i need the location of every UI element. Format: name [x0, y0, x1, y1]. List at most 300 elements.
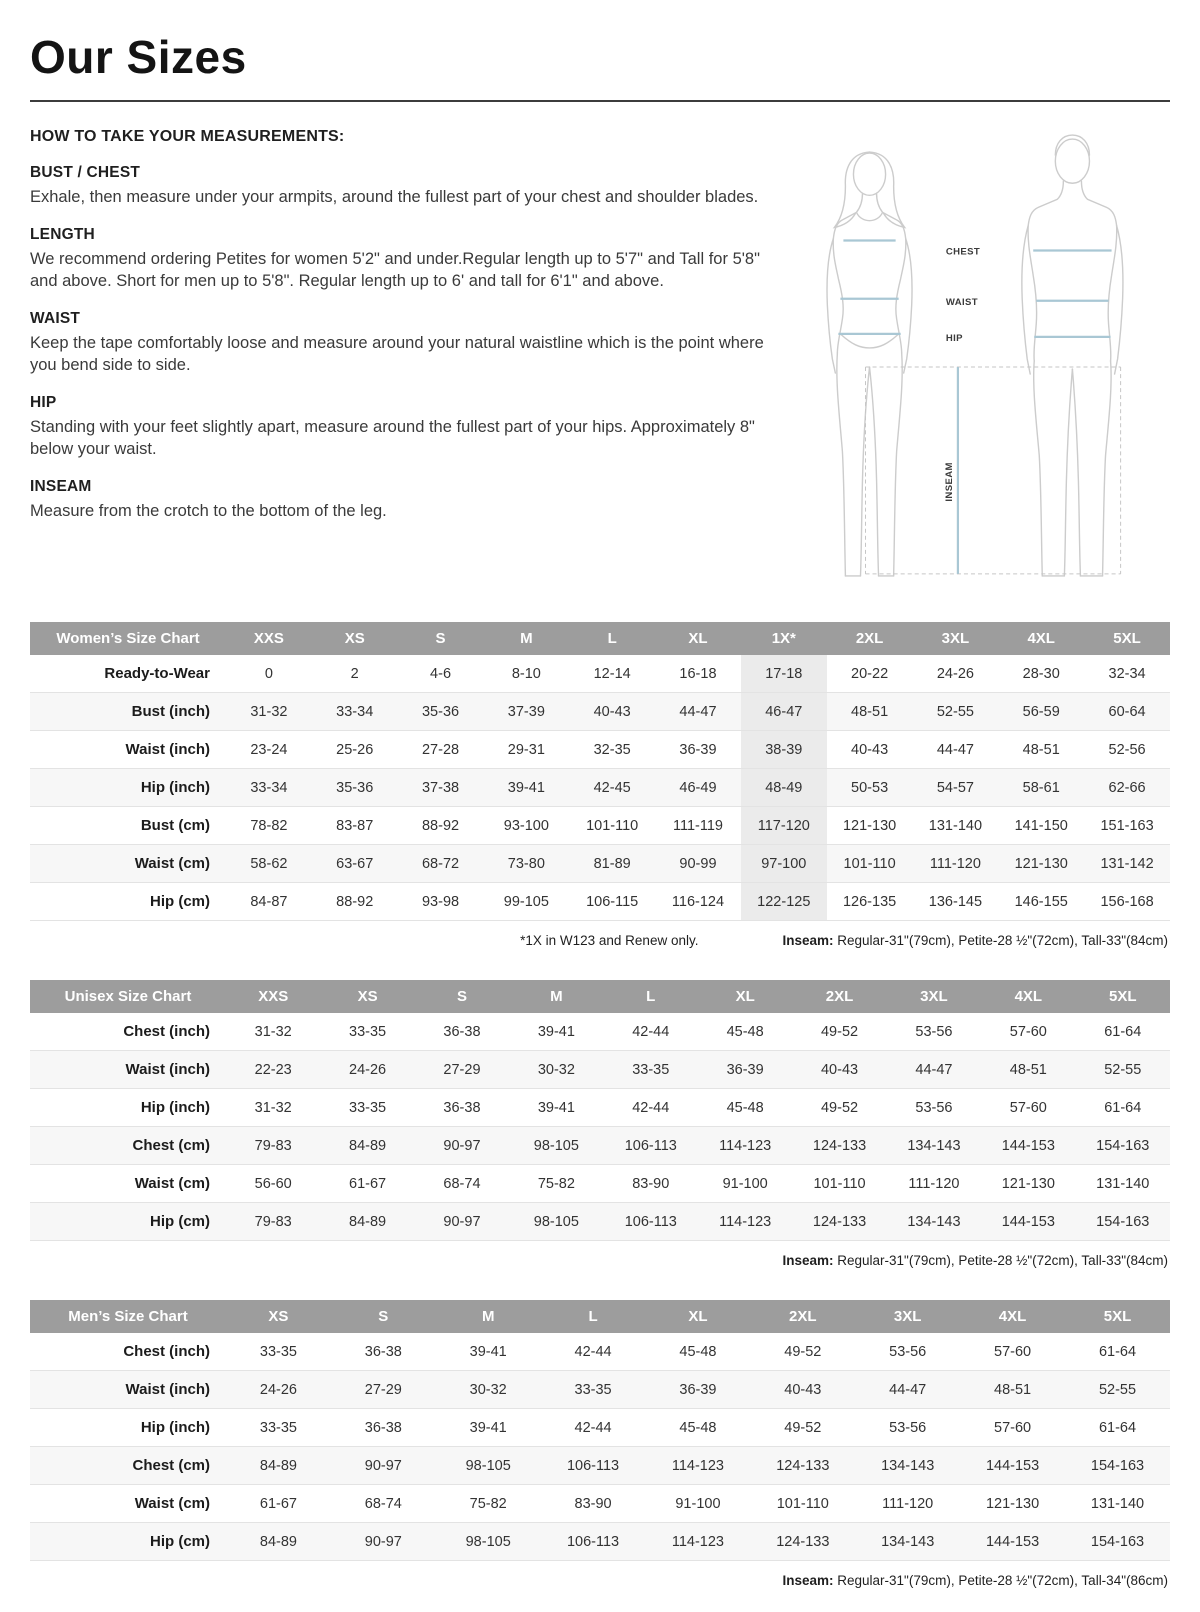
- table-row: [30, 1051, 1170, 1089]
- section-body: Standing with your feet slightly apart, measure around the fullest part of your hips. Approximately 8" below your waist.: [30, 417, 755, 458]
- row-label: Chest (inch): [123, 1343, 210, 1360]
- size-value: 111-120: [908, 1175, 960, 1192]
- size-value: 90-97: [364, 1533, 402, 1550]
- size-value: 114-123: [719, 1137, 772, 1154]
- table-title: Women’s Size Chart: [30, 622, 226, 655]
- male-figure: [1022, 135, 1123, 576]
- size-value: 136-145: [928, 893, 983, 910]
- size-value: 24-26: [349, 1061, 387, 1078]
- size-value: 44-47: [936, 741, 974, 758]
- size-value: 144-153: [1001, 1137, 1055, 1154]
- size-value: 91-100: [722, 1175, 768, 1192]
- size-column-header: 1X*: [741, 622, 827, 655]
- size-value: 121-130: [985, 1495, 1040, 1512]
- size-value: 39-41: [537, 1099, 575, 1116]
- size-column-header: L: [569, 622, 655, 655]
- table-row: [30, 1485, 1170, 1523]
- section-body: We recommend ordering Petites for women 5'2" and under.Regular length up to 5'7" and Tall for 5'8" and above. Short for men up to 5'8". Regular length up to 6' and tall for 6'1" and above.: [30, 249, 760, 290]
- size-value: 45-48: [679, 1343, 717, 1360]
- measurement-instructions: [30, 126, 772, 590]
- size-value: 91-100: [675, 1495, 721, 1512]
- size-value: 68-74: [364, 1495, 402, 1512]
- table-row: [30, 807, 1170, 845]
- size-value: 57-60: [1009, 1023, 1047, 1040]
- size-value: 144-153: [985, 1457, 1040, 1474]
- hip-label: HIP: [945, 332, 963, 344]
- size-value: 60-64: [1108, 703, 1146, 720]
- size-value: 56-60: [254, 1175, 292, 1192]
- size-value: 61-64: [1104, 1023, 1142, 1040]
- mens-size-chart: [30, 1300, 1170, 1588]
- size-table: [30, 980, 1170, 1241]
- size-value: 124-133: [812, 1137, 867, 1154]
- inseam-note: Inseam: Regular-31"(79cm), Petite-28 ½"(72cm), Tall-33"(84cm): [782, 933, 1168, 948]
- size-value: 73-80: [507, 855, 545, 872]
- size-value: 68-72: [421, 855, 460, 872]
- size-column-header: L: [604, 980, 698, 1013]
- size-value: 36-39: [726, 1061, 764, 1078]
- size-value: 36-39: [679, 1381, 717, 1398]
- size-value: 36-38: [364, 1343, 402, 1360]
- size-value: 88-92: [336, 893, 374, 910]
- section-bust-chest: [30, 164, 772, 209]
- size-value: 78-82: [250, 817, 288, 834]
- size-value: 134-143: [907, 1137, 961, 1154]
- size-value: 156-168: [1100, 893, 1154, 910]
- inseam-note: Inseam: Regular-31"(79cm), Petite-28 ½"(72cm), Tall-33"(84cm): [782, 1253, 1168, 1268]
- size-value: 90-97: [443, 1137, 481, 1154]
- size-value: 93-100: [503, 817, 549, 834]
- size-column-header: 5XL: [1076, 980, 1170, 1013]
- size-value: 52-55: [936, 703, 974, 720]
- row-label: Chest (cm): [132, 1137, 210, 1154]
- waist-label: WAIST: [945, 296, 979, 308]
- section-inseam: [30, 478, 772, 523]
- size-value: 84-87: [250, 893, 288, 910]
- size-value: 33-35: [349, 1023, 387, 1040]
- size-value: 131-140: [1090, 1495, 1145, 1512]
- size-value: 98-105: [533, 1213, 579, 1230]
- size-value: 22-23: [254, 1061, 292, 1078]
- size-value: 27-29: [443, 1061, 481, 1078]
- section-title: INSEAM: [30, 477, 92, 495]
- size-value: 29-31: [507, 741, 545, 758]
- size-value: 126-135: [842, 893, 897, 910]
- size-column-header: M: [509, 980, 603, 1013]
- size-value: 61-67: [259, 1495, 297, 1512]
- section-body: Measure from the crotch to the bottom of the leg.: [30, 501, 387, 520]
- size-value: 33-34: [250, 779, 288, 796]
- size-column-header: 2XL: [792, 980, 886, 1013]
- table-row: [30, 655, 1170, 693]
- table-notes: [30, 1241, 1170, 1268]
- inseam-label: INSEAM: [943, 462, 955, 502]
- table-row: [30, 1203, 1170, 1241]
- size-value: 8-10: [511, 665, 541, 682]
- section-title: WAIST: [30, 309, 81, 327]
- header-row: [30, 622, 1170, 655]
- size-tables: [30, 622, 1170, 1588]
- size-value: 48-51: [851, 703, 889, 720]
- size-value: 53-56: [889, 1343, 927, 1360]
- section-length: [30, 226, 772, 293]
- size-value: 39-41: [507, 779, 545, 796]
- size-value: 84-89: [259, 1533, 297, 1550]
- size-value: 36-39: [679, 741, 717, 758]
- size-value: 106-113: [624, 1213, 677, 1230]
- size-column-header: 3XL: [913, 622, 999, 655]
- size-value: 97-100: [741, 845, 827, 883]
- size-column-header: XL: [655, 622, 741, 655]
- size-column-header: XXS: [226, 980, 320, 1013]
- size-column-header: 3XL: [855, 1300, 960, 1333]
- size-value: 146-155: [1014, 893, 1068, 910]
- size-value: 39-41: [469, 1343, 507, 1360]
- row-label: Bust (inch): [131, 703, 210, 720]
- size-value: 49-52: [784, 1343, 822, 1360]
- size-value: 121-130: [1001, 1175, 1055, 1192]
- size-column-header: S: [415, 980, 509, 1013]
- size-value: 134-143: [907, 1213, 961, 1230]
- table-row: [30, 883, 1170, 921]
- size-value: 101-110: [843, 855, 896, 872]
- size-column-header: M: [436, 1300, 541, 1333]
- size-value: 131-142: [1100, 855, 1154, 872]
- size-value: 57-60: [994, 1343, 1032, 1360]
- size-value: 24-26: [936, 665, 974, 682]
- row-label: Hip (cm): [150, 893, 210, 910]
- size-value: 62-66: [1108, 779, 1146, 796]
- row-label: Hip (inch): [140, 1099, 210, 1116]
- table-row: [30, 1089, 1170, 1127]
- size-value: 134-143: [881, 1457, 935, 1474]
- row-label: Waist (inch): [125, 741, 210, 758]
- size-value: 101-110: [586, 817, 639, 834]
- inseam-note: Inseam: Regular-31"(79cm), Petite-28 ½"(72cm), Tall-34"(86cm): [782, 1573, 1168, 1588]
- size-column-header: 3XL: [887, 980, 981, 1013]
- size-value: 39-41: [469, 1419, 507, 1436]
- size-value: 53-56: [889, 1419, 927, 1436]
- size-value: 124-133: [812, 1213, 867, 1230]
- size-value: 106-113: [566, 1533, 620, 1550]
- size-value: 121-130: [1014, 855, 1068, 872]
- chest-label: CHEST: [945, 246, 981, 258]
- size-value: 12-14: [593, 665, 631, 682]
- size-value: 68-74: [443, 1175, 481, 1192]
- table-row: [30, 1013, 1170, 1051]
- size-value: 27-29: [364, 1381, 402, 1398]
- footnote-1x: *1X in W123 and Renew only.: [520, 933, 699, 948]
- size-value: 61-64: [1098, 1419, 1137, 1436]
- size-value: 61-67: [349, 1175, 387, 1192]
- size-value: 40-43: [784, 1381, 822, 1398]
- row-label: Chest (cm): [132, 1457, 210, 1474]
- table-row: [30, 693, 1170, 731]
- size-value: 111-120: [929, 855, 981, 872]
- size-value: 61-64: [1098, 1343, 1137, 1360]
- size-value: 75-82: [537, 1175, 575, 1192]
- size-value: 27-28: [421, 741, 460, 758]
- table-row: [30, 1333, 1170, 1371]
- inseam-guides: [866, 367, 1121, 574]
- how-to-heading: HOW TO TAKE YOUR MEASUREMENTS:: [30, 128, 345, 145]
- size-value: 81-89: [593, 855, 631, 872]
- size-value: 28-30: [1022, 665, 1060, 682]
- table-notes: [30, 921, 1170, 948]
- size-column-header: 5XL: [1084, 622, 1170, 655]
- size-value: 131-140: [1096, 1175, 1150, 1192]
- size-value: 84-89: [349, 1137, 387, 1154]
- size-value: 0: [264, 665, 273, 682]
- size-value: 33-35: [259, 1419, 297, 1436]
- size-value: 48-51: [1009, 1061, 1047, 1078]
- size-value: 30-32: [537, 1061, 575, 1078]
- size-value: 31-32: [250, 703, 288, 720]
- size-column-header: 2XL: [750, 1300, 855, 1333]
- row-label: Hip (inch): [140, 1419, 210, 1436]
- size-value: 101-110: [776, 1495, 829, 1512]
- size-column-header: XS: [320, 980, 414, 1013]
- size-value: 24-26: [259, 1381, 297, 1398]
- size-column-header: 5XL: [1065, 1300, 1170, 1333]
- size-value: 33-35: [259, 1343, 297, 1360]
- size-value: 44-47: [915, 1061, 953, 1078]
- size-value: 58-62: [250, 855, 288, 872]
- size-value: 54-57: [936, 779, 974, 796]
- size-value: 37-38: [421, 779, 460, 796]
- row-label: Waist (cm): [134, 855, 210, 872]
- female-figure: [827, 152, 912, 576]
- size-value: 49-52: [820, 1023, 859, 1040]
- section-title: LENGTH: [30, 225, 95, 243]
- size-value: 40-43: [820, 1061, 859, 1078]
- table-row: [30, 845, 1170, 883]
- size-value: 36-38: [364, 1419, 402, 1436]
- size-value: 36-38: [443, 1023, 481, 1040]
- size-value: 98-105: [465, 1457, 511, 1474]
- size-value: 63-67: [336, 855, 374, 872]
- table-row: [30, 1371, 1170, 1409]
- size-value: 25-26: [336, 741, 374, 758]
- size-value: 106-113: [566, 1457, 620, 1474]
- size-value: 48-51: [994, 1381, 1032, 1398]
- size-value: 84-89: [259, 1457, 297, 1474]
- size-value: 151-163: [1100, 817, 1154, 834]
- size-column-header: S: [331, 1300, 436, 1333]
- row-label: Waist (inch): [125, 1381, 210, 1398]
- title-divider: [30, 100, 1170, 102]
- size-value: 48-49: [741, 769, 827, 807]
- size-value: 32-35: [593, 741, 631, 758]
- section-hip: [30, 394, 772, 461]
- size-value: 114-123: [719, 1213, 772, 1230]
- size-value: 42-44: [574, 1419, 612, 1436]
- size-column-header: 4XL: [981, 980, 1075, 1013]
- size-value: 31-32: [254, 1023, 292, 1040]
- size-value: 36-38: [443, 1099, 481, 1116]
- size-value: 45-48: [726, 1099, 764, 1116]
- size-value: 42-44: [632, 1099, 670, 1116]
- size-value: 40-43: [593, 703, 631, 720]
- header-row: [30, 980, 1170, 1013]
- size-column-header: M: [483, 622, 569, 655]
- size-value: 17-18: [741, 655, 827, 693]
- row-label: Chest (inch): [123, 1023, 210, 1040]
- size-value: 33-35: [574, 1381, 612, 1398]
- size-value: 45-48: [726, 1023, 764, 1040]
- table-row: [30, 1523, 1170, 1561]
- measurement-guide: [30, 126, 1170, 590]
- row-label: Waist (inch): [125, 1061, 210, 1078]
- size-value: 122-125: [741, 883, 827, 921]
- size-value: 2: [350, 665, 359, 682]
- size-value: 20-22: [851, 665, 889, 682]
- header-row: [30, 1300, 1170, 1333]
- size-value: 23-24: [250, 741, 288, 758]
- table-row: [30, 1447, 1170, 1485]
- size-value: 154-163: [1090, 1457, 1145, 1474]
- size-value: 131-140: [928, 817, 983, 834]
- size-value: 61-64: [1104, 1099, 1142, 1116]
- size-value: 116-124: [671, 893, 725, 910]
- size-value: 33-34: [336, 703, 374, 720]
- size-value: 40-43: [851, 741, 889, 758]
- womens-size-chart: [30, 622, 1170, 948]
- table-notes: [30, 1561, 1170, 1588]
- section-body: Exhale, then measure under your armpits, around the fullest part of your chest and shoulder blades.: [30, 188, 759, 206]
- table-row: [30, 1127, 1170, 1165]
- size-value: 141-150: [1014, 817, 1068, 834]
- size-value: 124-133: [776, 1457, 830, 1474]
- size-value: 44-47: [679, 703, 717, 720]
- size-value: 106-115: [586, 893, 639, 910]
- page-title: Our Sizes: [30, 31, 247, 83]
- size-value: 35-36: [336, 779, 374, 796]
- size-value: 111-119: [672, 817, 723, 834]
- size-value: 124-133: [776, 1533, 830, 1550]
- size-value: 154-163: [1096, 1213, 1150, 1230]
- size-value: 121-130: [842, 817, 897, 834]
- size-value: 90-97: [443, 1213, 481, 1230]
- size-value: 48-51: [1022, 741, 1060, 758]
- size-table: [30, 1300, 1170, 1561]
- body-measurement-illustration: [796, 128, 1164, 590]
- row-label: Hip (cm): [150, 1533, 210, 1550]
- size-value: 134-143: [881, 1533, 935, 1550]
- size-value: 39-41: [537, 1023, 575, 1040]
- table-row: [30, 731, 1170, 769]
- size-value: 154-163: [1090, 1533, 1145, 1550]
- size-value: 35-36: [421, 703, 460, 720]
- size-value: 79-83: [254, 1137, 292, 1154]
- size-value: 49-52: [820, 1099, 859, 1116]
- section-waist: [30, 310, 772, 377]
- size-value: 4-6: [430, 665, 452, 682]
- size-value: 83-87: [336, 817, 374, 834]
- size-value: 83-90: [574, 1495, 612, 1512]
- size-value: 93-98: [421, 893, 460, 910]
- row-label: Bust (cm): [140, 817, 210, 834]
- size-value: 101-110: [813, 1175, 866, 1192]
- size-value: 58-61: [1022, 779, 1060, 796]
- size-value: 79-83: [254, 1213, 292, 1230]
- size-value: 83-90: [632, 1175, 670, 1192]
- size-value: 45-48: [679, 1419, 717, 1436]
- size-value: 117-120: [741, 807, 827, 845]
- size-value: 84-89: [349, 1213, 387, 1230]
- size-value: 98-105: [533, 1137, 579, 1154]
- size-value: 53-56: [915, 1099, 953, 1116]
- table-row: [30, 1409, 1170, 1447]
- size-value: 52-56: [1108, 741, 1146, 758]
- size-value: 90-97: [364, 1457, 402, 1474]
- size-column-header: XS: [226, 1300, 331, 1333]
- section-title: BUST / CHEST: [30, 164, 141, 181]
- size-column-header: XXS: [226, 622, 312, 655]
- size-value: 144-153: [1001, 1213, 1055, 1230]
- size-value: 38-39: [741, 731, 827, 769]
- size-value: 46-49: [679, 779, 717, 796]
- measurement-diagram: [790, 126, 1170, 590]
- size-value: 16-18: [679, 665, 717, 682]
- row-label: Waist (cm): [134, 1495, 210, 1512]
- size-value: 114-123: [671, 1457, 724, 1474]
- size-value: 42-45: [593, 779, 631, 796]
- size-value: 32-34: [1108, 665, 1146, 682]
- row-label: Ready-to-Wear: [104, 665, 210, 682]
- section-title: HIP: [30, 393, 57, 411]
- size-column-header: L: [541, 1300, 646, 1333]
- size-value: 154-163: [1096, 1137, 1150, 1154]
- size-value: 75-82: [469, 1495, 507, 1512]
- size-value: 33-35: [632, 1061, 670, 1078]
- row-label: Hip (inch): [140, 779, 210, 796]
- size-value: 106-113: [624, 1137, 677, 1154]
- table-row: [30, 769, 1170, 807]
- row-label: Hip (cm): [150, 1213, 210, 1230]
- section-body: Keep the tape comfortably loose and measure around your natural waistline which is the point where you bend side to side.: [30, 333, 764, 374]
- size-value: 144-153: [985, 1533, 1040, 1550]
- size-value: 111-120: [882, 1495, 934, 1512]
- size-value: 99-105: [503, 893, 549, 910]
- table-row: [30, 1165, 1170, 1203]
- size-value: 30-32: [469, 1381, 507, 1398]
- measurement-lines: [838, 240, 1111, 573]
- table-title: Men’s Size Chart: [30, 1300, 226, 1333]
- size-value: 57-60: [994, 1419, 1032, 1436]
- size-value: 88-92: [421, 817, 460, 834]
- size-value: 90-99: [679, 855, 717, 872]
- size-value: 46-47: [741, 693, 827, 731]
- unisex-size-chart: [30, 980, 1170, 1268]
- size-value: 33-35: [349, 1099, 387, 1116]
- size-column-header: 4XL: [960, 1300, 1065, 1333]
- size-value: 49-52: [784, 1419, 822, 1436]
- size-column-header: XL: [698, 980, 792, 1013]
- size-value: 52-55: [1098, 1381, 1137, 1398]
- size-value: 44-47: [889, 1381, 927, 1398]
- size-table: [30, 622, 1170, 921]
- size-column-header: 2XL: [827, 622, 913, 655]
- size-value: 37-39: [507, 703, 545, 720]
- size-column-header: XS: [312, 622, 398, 655]
- size-value: 42-44: [632, 1023, 670, 1040]
- size-value: 53-56: [915, 1023, 953, 1040]
- size-value: 42-44: [574, 1343, 612, 1360]
- row-label: Waist (cm): [134, 1175, 210, 1192]
- size-column-header: 4XL: [998, 622, 1084, 655]
- size-column-header: XL: [646, 1300, 751, 1333]
